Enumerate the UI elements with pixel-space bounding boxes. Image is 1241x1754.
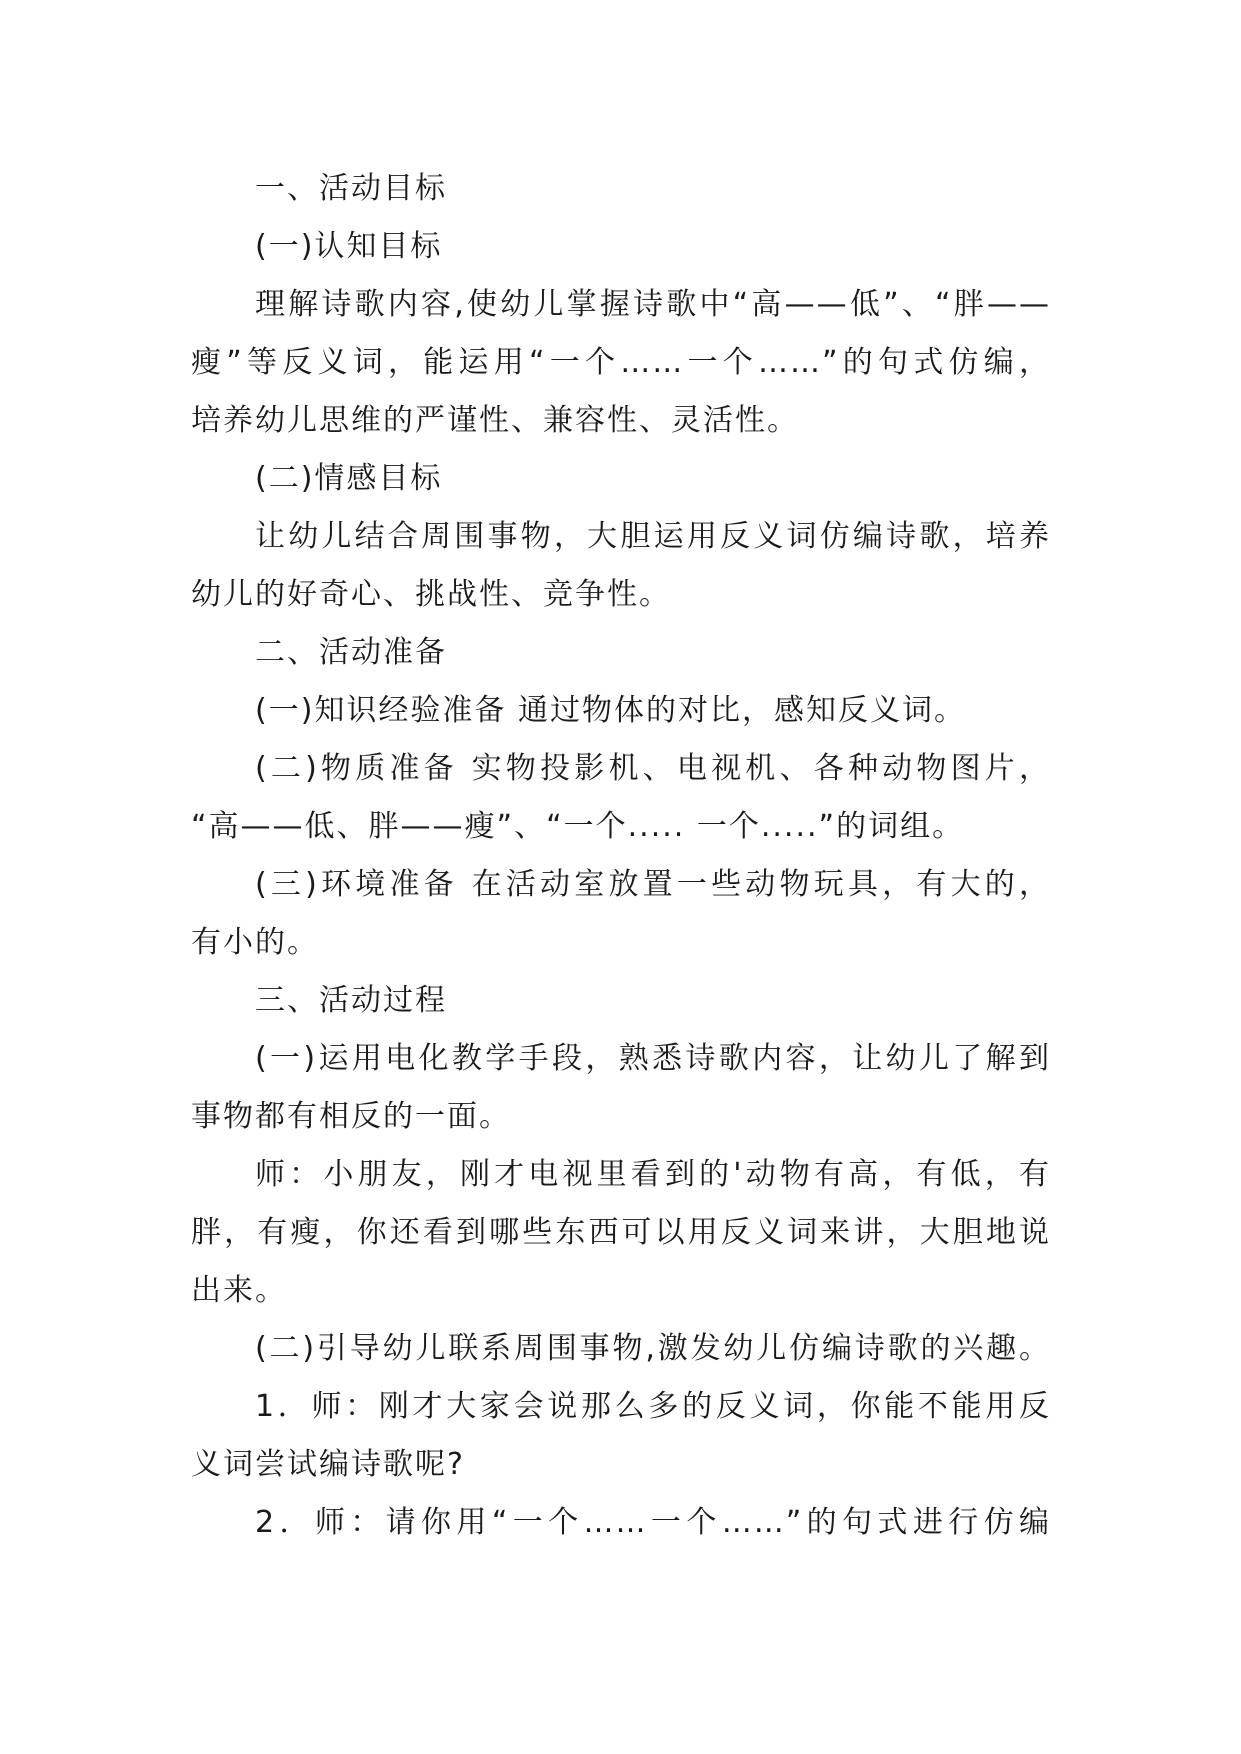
paragraph-line: (二)物质准备 实物投影机、电视机、各种动物图片， [255,751,1051,786]
paragraph-line: 培养幼儿思维的严谨性、兼容性、灵活性。 [191,403,799,438]
subheading-cognitive-goals: (一)认知目标 [255,229,443,264]
paragraph-line: 瘦”等反义词，能运用“一个……一个……”的句式仿编， [191,345,1051,380]
paragraph-line: 义词尝试编诗歌呢? [191,1447,465,1482]
document-body [191,160,1051,1552]
paragraph-line: 事物都有相反的一面。 [191,1099,511,1134]
heading-activity-process: 三、活动过程 [255,983,447,1018]
paragraph-line: (一)运用电化教学手段，熟悉诗歌内容，让幼儿了解到 [255,1041,1051,1076]
heading-activity-preparation: 二、活动准备 [255,635,447,670]
paragraph-line: (二)引导幼儿联系周围事物,激发幼儿仿编诗歌的兴趣。 [255,1331,1051,1366]
paragraph-line: 幼儿的好奇心、挑战性、竞争性。 [191,577,671,612]
heading-activity-goals: 一、活动目标 [255,171,447,206]
paragraph-line: 师：小朋友，刚才电视里看到的'动物有高，有低，有 [255,1157,1051,1192]
paragraph-line: 有小的。 [191,925,319,960]
paragraph-line: 理解诗歌内容,使幼儿掌握诗歌中“高——低”、“胖—— [255,287,1051,322]
paragraph-line: 出来。 [191,1273,287,1308]
paragraph-line: 让幼儿结合周围事物，大胆运用反义词仿编诗歌，培养 [255,519,1051,554]
paragraph-line: 2．师：请你用“一个……一个……”的句式进行仿编 [255,1505,1051,1540]
paragraph-line: 胖，有瘦，你还看到哪些东西可以用反义词来讲，大胆地说 [191,1215,1051,1250]
paragraph-line: (三)环境准备 在活动室放置一些动物玩具，有大的， [255,867,1051,902]
paragraph-line: (一)知识经验准备 通过物体的对比，感知反义词。 [255,693,966,728]
subheading-emotional-goals: (二)情感目标 [255,461,443,496]
paragraph-line: 1．师：刚才大家会说那么多的反义词，你能不能用反 [255,1389,1051,1424]
paragraph-line: “高——低、胖——瘦”、“一个..... 一个.....”的词组。 [191,809,965,844]
